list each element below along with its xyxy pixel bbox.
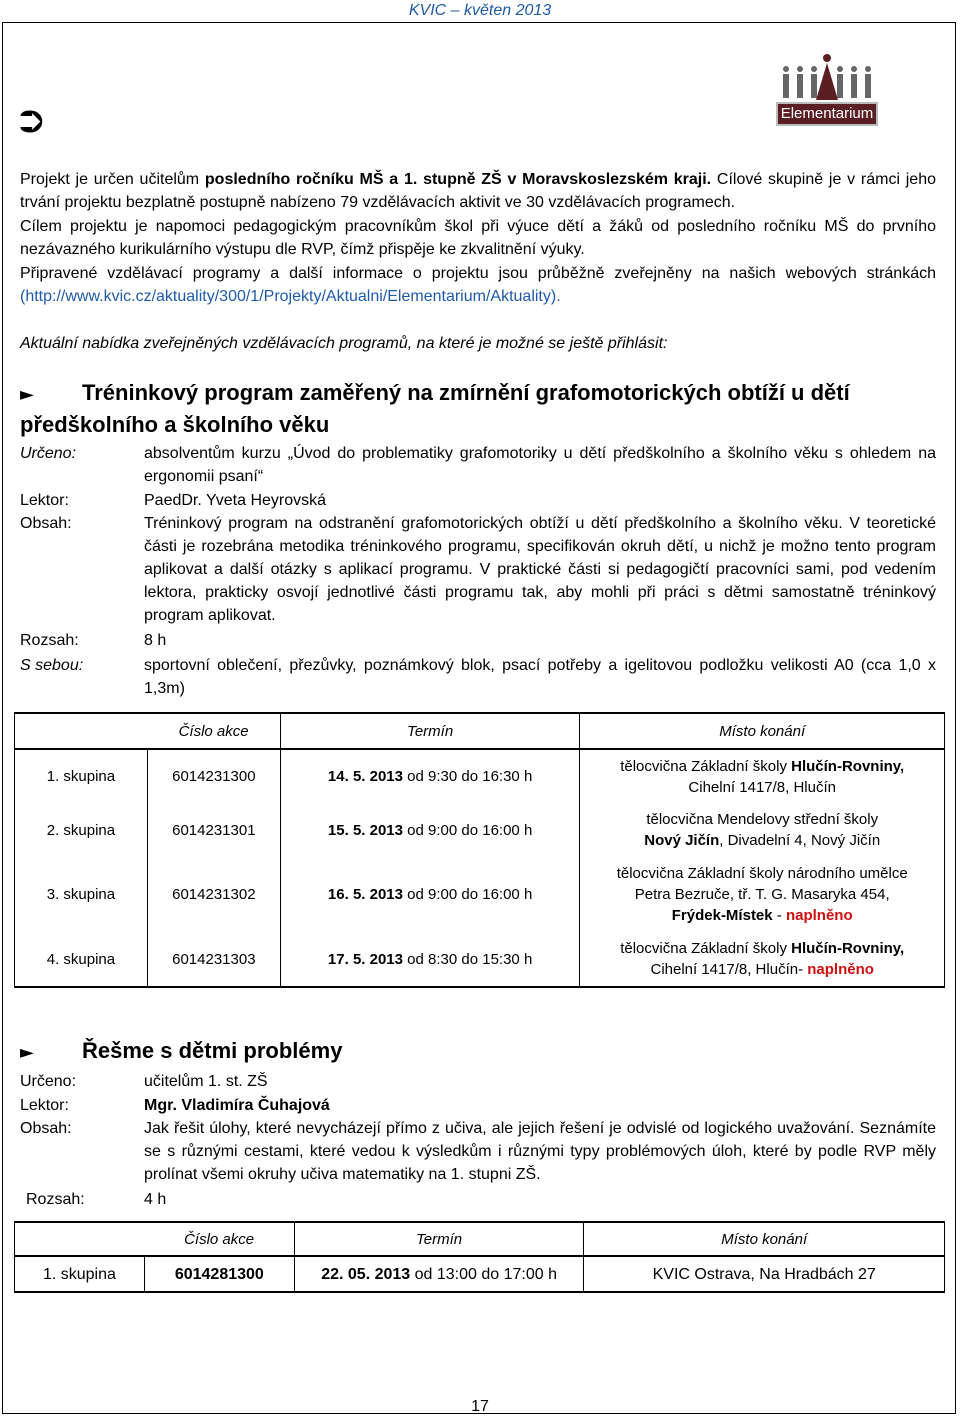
triangle-bullet-icon: ► [20,1042,34,1063]
date-cell: 16. 5. 2013 od 9:00 do 16:00 h [280,857,580,932]
table-row [15,803,945,857]
program2-label-obsah: Obsah: [20,1120,72,1137]
program1-label-rozsah: Rozsah: [20,632,79,649]
group-cell: 1. skupina [15,1256,145,1292]
date-cell: 22. 05. 2013 od 13:00 do 17:00 h [294,1256,584,1292]
status-badge: naplněno [785,907,853,924]
col-header-cislo: Číslo akce [147,713,280,749]
group-cell: 2. skupina [15,803,148,857]
program2-label-lektor: Lektor: [20,1097,69,1114]
program2-rozsah: 4 h [144,1191,167,1208]
place-cell: tělocvična Základní školy národního umělce Petra Bezruče, tř. T. G. Masaryka 454, Frýdek-Místek - naplněno [580,857,945,932]
logo-label: Elementarium [776,102,878,126]
program1-label-lektor: Lektor: [20,492,69,509]
page-number: 17 [471,1398,489,1415]
col-header-misto: Místo konání [584,1222,945,1256]
table-row [15,749,945,803]
program2-label-rozsah: Rozsah: [26,1191,85,1208]
code-cell: 6014281300 [144,1256,294,1292]
intro-paragraph-3: Připravené vzdělávací programy a další informace o projektu jsou průběžně zveřejněny na našich webových stránkách (http://www.kvic.cz/aktuality/300/1/Projekty/Aktualni/Elementarium/Aktuality). [20,265,936,305]
offer-heading: Aktuální nabídka zveřejněných vzdělávacích programů, na které je možné se ještě přihlásit: [20,335,668,352]
status-badge: naplněno [807,961,874,978]
table-row [15,857,945,932]
group-cell: 1. skupina [15,749,148,803]
col-header-termin: Termín [294,1222,584,1256]
code-cell: 6014231301 [147,803,280,857]
col-header-cislo: Číslo akce [144,1222,294,1256]
code-cell: 6014231303 [147,932,280,987]
project-link[interactable]: (http://www.kvic.cz/aktuality/300/1/Projekty/Aktualni/Elementarium/Aktuality). [20,288,561,305]
col-header-misto: Místo konání [580,713,945,749]
program2-title: ► Řešme s dětmi problémy [20,1036,342,1068]
program1-lektor: PaedDr. Yveta Heyrovská [144,492,327,509]
col-header-termin: Termín [280,713,580,749]
code-cell: 6014231300 [147,749,280,803]
program1-title: ► Tréninkový program zaměřený na zmírnění grafomotorických obtíží u dětí předškolního a školního věku [20,380,850,437]
place-cell: tělocvična Základní školy Hlučín-Rovniny, Cihelní 1417/8, Hlučín [580,749,945,803]
date-cell: 15. 5. 2013 od 9:00 do 16:00 h [280,803,580,857]
page-header: KVIC – květen 2013 [408,2,552,19]
group-cell: 4. skupina [15,932,148,987]
date-cell: 17. 5. 2013 od 8:30 do 15:30 h [280,932,580,987]
program2-schedule-table [14,1221,945,1293]
program1-label-sebou: S sebou: [20,657,84,674]
place-cell: KVIC Ostrava, Na Hradbách 27 [584,1256,945,1292]
date-cell: 14. 5. 2013 od 9:30 do 16:30 h [280,749,580,803]
program1-label-obsah: Obsah: [20,515,72,532]
program1-rozsah: 8 h [144,632,167,649]
program1-schedule-table [14,712,945,988]
table-row [15,932,945,987]
intro-paragraph-1: Projekt je určen učitelům posledního ročníku MŠ a 1. stupně ZŠ v Moravskoslezském kraji. Cílové skupině je v rámci jeho trvání projektu bezplatně postupně nabízeno 79 vzdělávacích aktivit ve 30 vzdělávacích programech. [20,171,937,211]
program1-urceno: absolventům kurzu „Úvod do problematiky grafomotoriky u dětí předškolního a školního věku s ohledem na ergonomii psaní“ [144,445,936,485]
place-cell: tělocvična Základní školy Hlučín-Rovniny, Cihelní 1417/8, Hlučín- naplněno [580,932,945,987]
program2-lektor: Mgr. Vladimíra Čuhajová [144,1097,330,1114]
logo-figures-icon [776,52,878,102]
program1-obsah: Tréninkový program na odstranění grafomotorických obtíží u dětí předškolního a školního věku. V teoretické části je rozebrána metodika tréninkového programu, specifikován okruh dětí, u nichž je možno tento program aplikovat a další otázky s aplikací programu. V praktické části si pedagogičtí pracovníci sami, pod vedením lektora, prakticky osvojí jednotlivé části programu tak, aby mohli při práci s dětmi samostatně tréninkový program aplikovat. [144,515,936,624]
table-row [15,1256,945,1292]
place-cell: tělocvična Mendelovy střední školy Nový Jičín, Divadelní 4, Nový Jičín [580,803,945,857]
group-cell: 3. skupina [15,857,148,932]
elementarium-logo [776,52,878,132]
table-header-row [15,1222,945,1256]
program1-sebou: sportovní oblečení, přezůvky, poznámkový blok, psací potřeby a igelitovou podložku velikosti A0 (cca 1,0 x 1,3m) [144,657,936,697]
triangle-bullet-icon: ► [20,384,34,405]
code-cell: 6014231302 [147,857,280,932]
program1-label-urceno: Určeno: [20,445,77,462]
program2-label-urceno: Určeno: [20,1073,77,1090]
curved-arrow-icon: ⮊ [20,105,43,140]
program2-obsah: Jak řešit úlohy, které nevycházejí přímo z učiva, ale jejich řešení je odvislé od logického uvažování. Seznámíte se s různými cestami, které vedou k výsledkům i různými typy problémových úloh, které by podle RVP měly prolínat všemi okruhy učiva matematiky na 1. stupni ZŠ. [144,1120,936,1183]
program2-urceno: učitelům 1. st. ZŠ [144,1073,268,1090]
intro-paragraph-2: Cílem projektu je napomoci pedagogickým pracovníkům škol při výuce dětí a žáků od posledního ročníku MŠ do prvního nezávazného kurikulárního výstupu dle RVP, čímž přispěje ke zkvalitnění výuky. [20,218,936,258]
table-header-row [15,713,945,749]
